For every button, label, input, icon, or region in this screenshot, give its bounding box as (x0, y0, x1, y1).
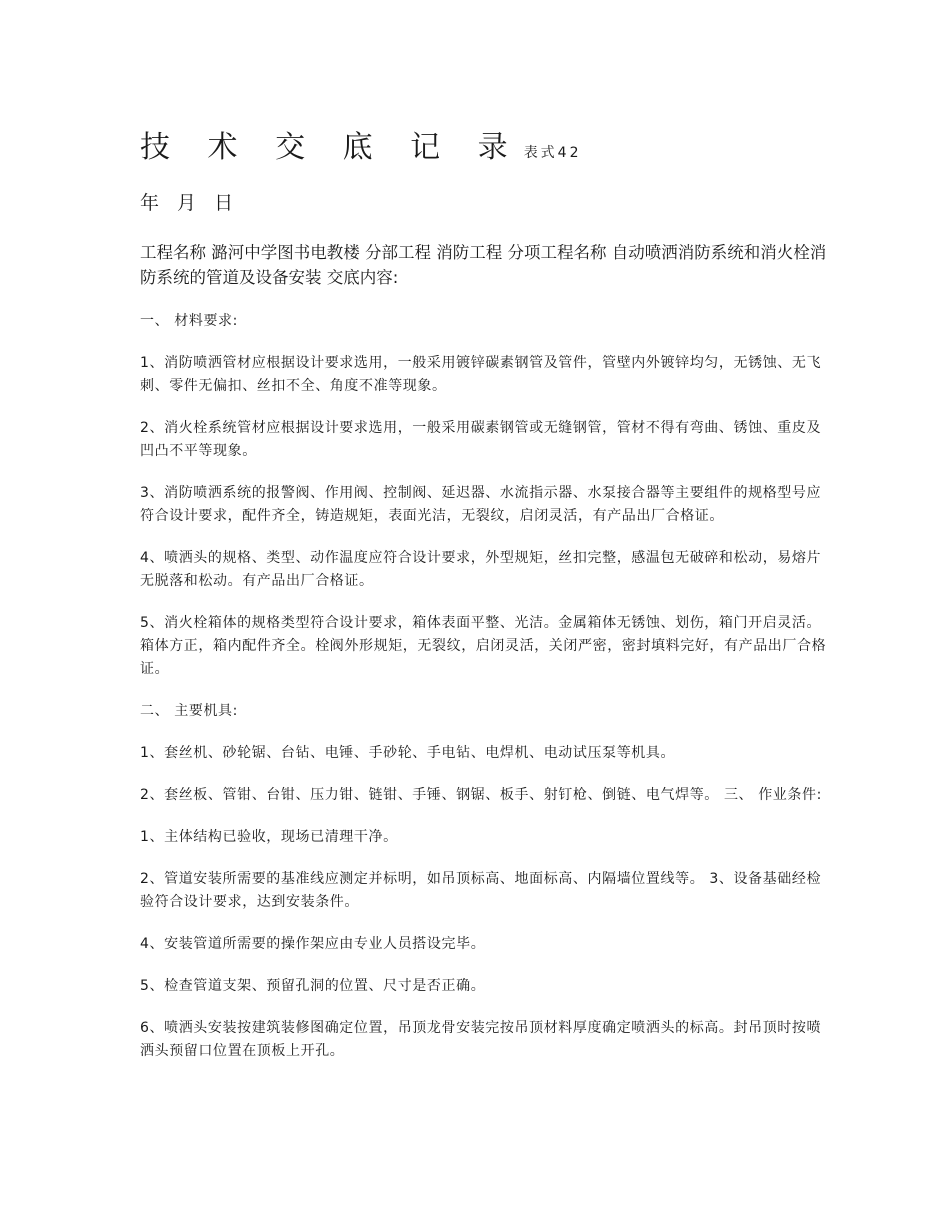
document-page (140, 122, 830, 1082)
paragraph: 2、套丝板、管钳、台钳、压力钳、链钳、手锤、钢锯、板手、射钉枪、倒链、电气焊等。 三、 作业条件: (140, 787, 822, 803)
form-number: 表式42 (523, 145, 582, 161)
title-row (140, 122, 830, 170)
section-heading: 二、 主要机具: (140, 703, 238, 719)
paragraph: 4、喷洒头的规格、类型、动作温度应符合设计要求，外型规矩，丝扣完整，感温包无破碎和松动，易熔片无脱落和松动。有产品出厂合格证。 (140, 550, 822, 589)
paragraph: 1、消防喷洒管材应根据设计要求选用，一般采用镀锌碳素钢管及管件，管壁内外镀锌均匀，无锈蚀、无飞刺、零件无偏扣、丝扣不全、角度不准等现象。 (140, 355, 822, 394)
paragraph: 6、喷洒头安装按建筑装修图确定位置，吊顶龙骨安装完按吊顶材料厚度确定喷洒头的标高。封吊顶时按喷洒头预留口位置在顶板上开孔。 (140, 1020, 822, 1059)
paragraph: 1、套丝机、砂轮锯、台钻、电锤、手砂轮、手电钻、电焊机、电动试压泵等机具。 (140, 745, 676, 761)
paragraph: 2、消火栓系统管材应根据设计要求选用，一般采用碳素钢管或无缝钢管，管材不得有弯曲、锈蚀、重皮及凹凸不平等现象。 (140, 420, 822, 459)
section-heading: 一、 材料要求: (140, 313, 238, 329)
date-line: 年 月 日 (140, 192, 240, 214)
paragraph: 3、消防喷洒系统的报警阀、作用阀、控制阀、延迟器、水流指示器、水泵接合器等主要组件的规格型号应符合设计要求，配件齐全，铸造规矩，表面光洁，无裂纹，启闭灵活，有产品出厂合格证。 (140, 485, 822, 524)
paragraph: 1、主体结构已验收，现场已清理干净。 (140, 829, 398, 845)
paragraph: 5、消火栓箱体的规格类型符合设计要求，箱体表面平整、光洁。金属箱体无锈蚀、划伤，箱门开启灵活。箱体方正，箱内配件齐全。栓阀外形规矩，无裂纹，启闭灵活，关闭严密，密封填料完好，有产品出厂合格证。 (140, 615, 827, 677)
project-info: 工程名称 潞河中学图书电教楼 分部工程 消防工程 分项工程名称 自动喷洒消防系统和消火栓消防系统的管道及设备安装 交底内容: (140, 243, 827, 287)
paragraph: 5、检查管道支架、预留孔洞的位置、尺寸是否正确。 (140, 978, 486, 994)
paragraph: 2、管道安装所需要的基准线应测定并标明，如吊顶标高、地面标高、内隔墙位置线等。 3、设备基础经检验符合设计要求，达到安装条件。 (140, 871, 822, 910)
document-title: 技 术 交 底 记 录 (140, 130, 522, 165)
paragraph: 4、安装管道所需要的操作架应由专业人员搭设完毕。 (140, 936, 486, 952)
